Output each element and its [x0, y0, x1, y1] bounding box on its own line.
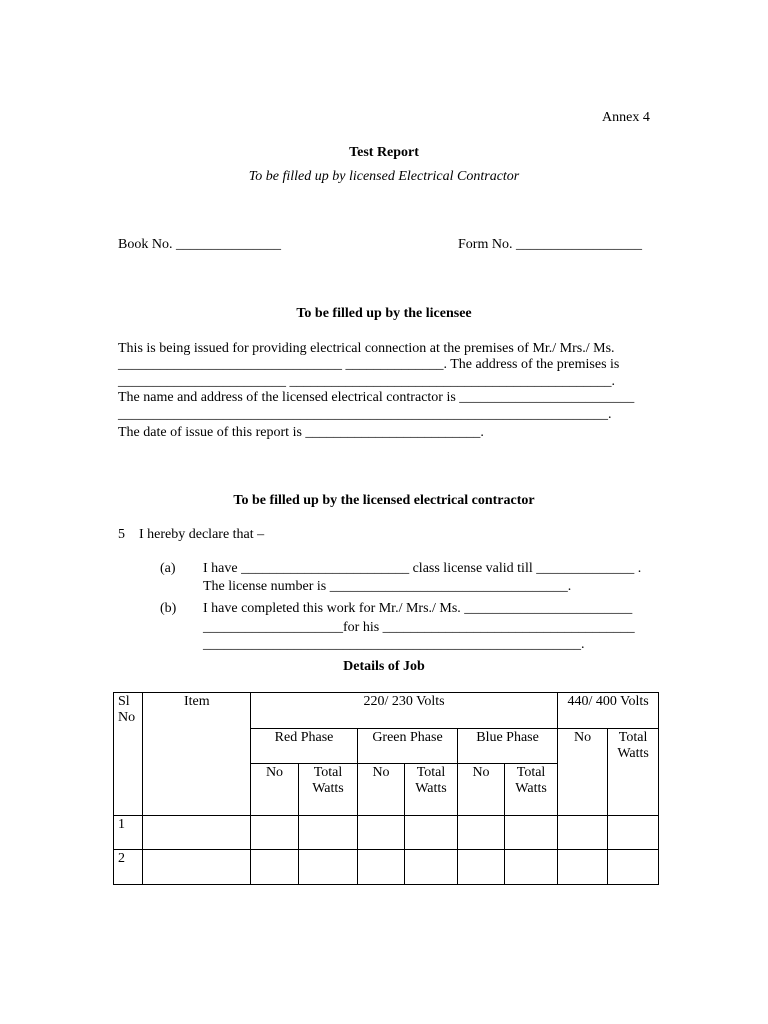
page-subtitle: To be filled up by licensed Electrical Contractor	[248, 169, 520, 184]
row-cell	[505, 850, 558, 885]
annex-label: Annex 4	[602, 110, 650, 125]
header-red-phase: Red Phase	[251, 729, 358, 764]
item-a-line: I have ________________________ class license valid till ______________ .	[203, 561, 642, 576]
row-sl-no: 2	[114, 850, 143, 885]
form-no-field: Form No. __________________	[458, 237, 642, 252]
header-440-no: No	[558, 729, 608, 816]
table-row	[114, 816, 659, 850]
row-cell	[558, 816, 608, 850]
item-a-marker: (a)	[160, 561, 176, 576]
job-details-table	[113, 692, 659, 885]
details-heading: Details of Job	[343, 659, 425, 674]
row-cell	[608, 816, 659, 850]
item-b-marker: (b)	[160, 601, 177, 616]
item-b-line: ____________________for his ____________________________________	[203, 620, 635, 635]
header-sl-no: Sl No	[114, 693, 143, 816]
header-item: Item	[143, 693, 251, 816]
declaration-line: 5 I hereby declare that –	[118, 527, 265, 542]
item-b-line: I have completed this work for Mr./ Mrs./ Ms. ________________________	[203, 601, 633, 616]
row-cell	[358, 850, 405, 885]
item-b-line: ______________________________________________________.	[203, 637, 585, 652]
row-cell	[299, 816, 358, 850]
licensee-line: This is being issued for providing electrical connection at the premises of Mr./ Mrs./ Ms.	[118, 341, 615, 356]
header-blue-phase: Blue Phase	[458, 729, 558, 764]
licensee-line: The name and address of the licensed electrical contractor is _________________________	[118, 390, 635, 405]
row-cell	[358, 816, 405, 850]
page-title: Test Report	[349, 145, 419, 160]
table-row	[114, 850, 659, 885]
row-cell	[143, 816, 251, 850]
row-cell	[505, 816, 558, 850]
row-cell	[608, 850, 659, 885]
licensee-line: ________________________ ______________________________________________.	[118, 374, 615, 389]
row-cell	[458, 850, 505, 885]
header-440-volts: 440/ 400 Volts	[558, 693, 659, 729]
row-cell	[251, 850, 299, 885]
item-a-line: The license number is __________________________________.	[203, 579, 572, 594]
row-cell	[558, 850, 608, 885]
licensee-line: ______________________________________________________________________.	[118, 407, 612, 422]
header-green-phase: Green Phase	[358, 729, 458, 764]
licensee-heading: To be filled up by the licensee	[296, 306, 472, 321]
header-blue-total-watts: Total Watts	[505, 764, 558, 816]
header-green-no: No	[358, 764, 405, 816]
licensee-line: The date of issue of this report is _________________________.	[118, 425, 484, 440]
header-440-total-watts: Total Watts	[608, 729, 659, 816]
row-cell	[405, 850, 458, 885]
header-red-total-watts: Total Watts	[299, 764, 358, 816]
header-green-total-watts: Total Watts	[405, 764, 458, 816]
row-cell	[143, 850, 251, 885]
header-red-no: No	[251, 764, 299, 816]
book-no-field: Book No. _______________	[118, 237, 281, 252]
row-cell	[458, 816, 505, 850]
header-220-volts: 220/ 230 Volts	[251, 693, 558, 729]
header-blue-no: No	[458, 764, 505, 816]
row-sl-no: 1	[114, 816, 143, 850]
row-cell	[299, 850, 358, 885]
contractor-heading: To be filled up by the licensed electrical contractor	[233, 493, 535, 508]
row-cell	[251, 816, 299, 850]
licensee-line: ________________________________ ______________. The address of the premises is	[118, 357, 620, 372]
row-cell	[405, 816, 458, 850]
